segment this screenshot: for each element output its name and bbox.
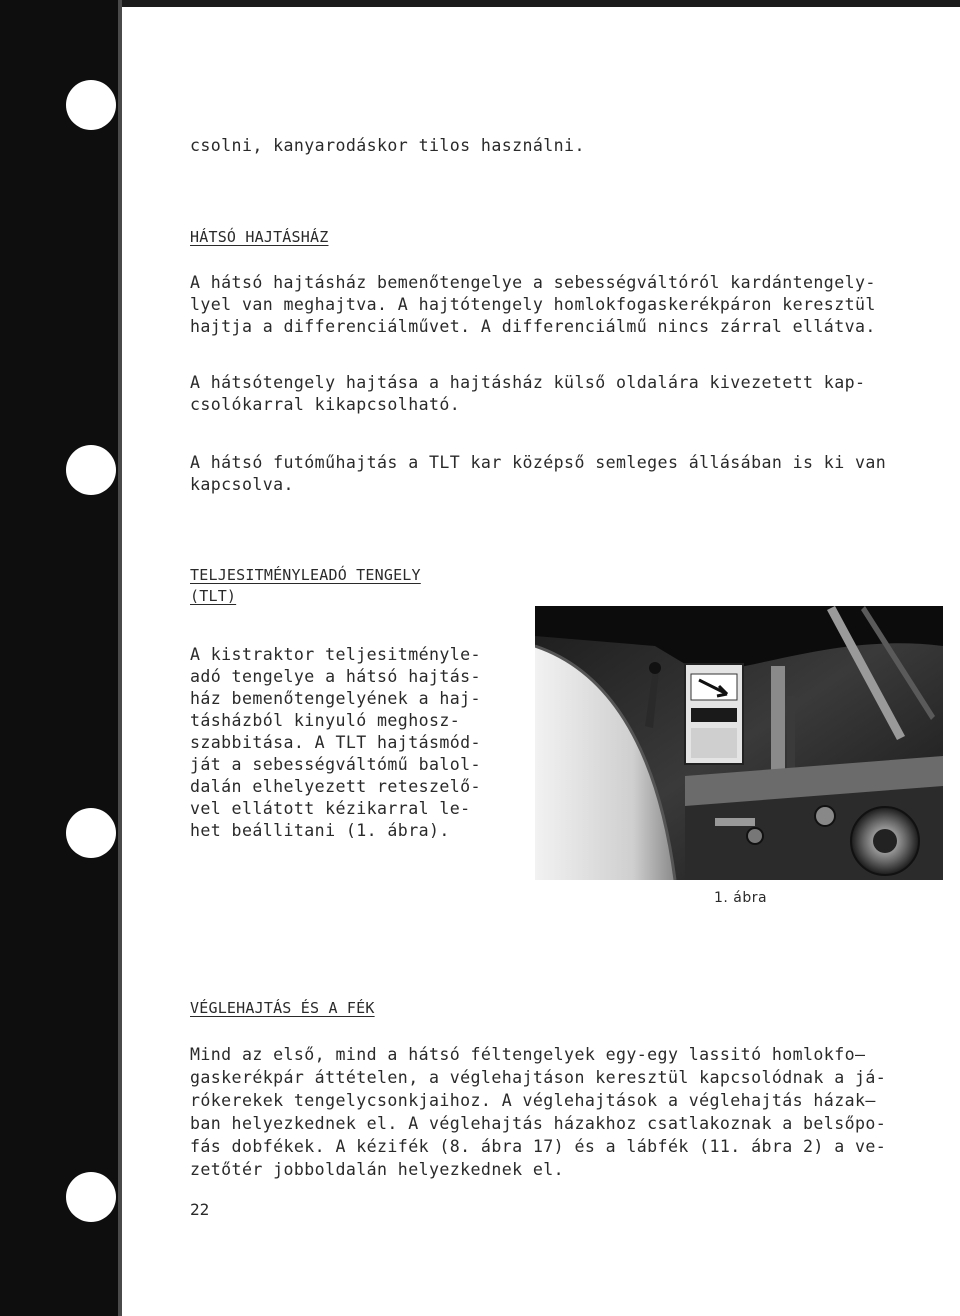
text-line: lyel van meghajtva. A hajtótengely homlokfogaskerékpáron keresztül (190, 295, 876, 314)
text-line: vel ellátott kézikarral le- (190, 799, 471, 818)
text-line: fás dobfékek. A kézifék (8. ábra 17) és a lábfék (11. ábra 2) a ve- (190, 1137, 887, 1156)
plate-lower (691, 728, 737, 758)
punch-hole (66, 1172, 116, 1222)
section-heading-pto-abbrev: (TLT) (190, 587, 237, 605)
text-line: A kistraktor teljesitménylе- (190, 645, 481, 664)
text-line: csolókarral kikapcsolható. (190, 395, 461, 414)
text-line: kapcsolva. (190, 475, 294, 494)
binding-strip (0, 0, 122, 1316)
text-line: zetőtér jobboldalán helyezkednek el. (190, 1160, 565, 1179)
text-line: A hátsó futóműhajtás a TLT kar középső semleges állásában is ki van (190, 453, 887, 472)
text-line: rókerekek tengelycsonkjaihoz. A véglehajtások a véglehajtás házak— (190, 1091, 876, 1110)
text-line: ját a sebességváltómű balol- (190, 755, 481, 774)
gear-center (873, 829, 897, 853)
text-line: het beállitani (1. ábra). (190, 821, 450, 840)
page-number: 22 (190, 1200, 210, 1219)
binding-edge (118, 0, 122, 1316)
figure-caption: 1. ábra (714, 890, 768, 906)
text-line: ban helyezkednek el. A véglehajtás házakhoz csatlakoznak a belsőpo- (190, 1114, 887, 1133)
plate-band (691, 708, 737, 722)
section-heading-pto: TELJESITMÉNYLEADÓ TENGELY (190, 566, 421, 584)
punch-hole (66, 808, 116, 858)
bolt-head (747, 828, 763, 844)
section-heading-rear-drive: HÁTSÓ HAJTÁSHÁZ (190, 228, 329, 246)
lever-knob (649, 662, 661, 674)
text-line: A hátsó hajtásház bemenőtengelye a sebességváltóról kardántengely- (190, 273, 876, 292)
text-line: szabbitása. A TLT hajtásmód- (190, 733, 481, 752)
figure-pto-lever-photo (535, 606, 943, 880)
text-line: hajtja a differenciálművet. A differenciálmű nincs zárral ellátva. (190, 317, 876, 336)
text-line: gaskerékpár áttételen, a véglehajtáson keresztül kapcsolódnak a já- (190, 1068, 887, 1087)
scan-top-edge (118, 0, 960, 7)
text-line: Mind az első, mind a hátsó féltengelyek egy-egy lassitó homlokfo— (190, 1045, 866, 1064)
text-line: dalán elhelyezett reteszelő- (190, 777, 481, 796)
bracket (715, 818, 755, 826)
text-line: ház bemenőtengelyének a haj- (190, 689, 481, 708)
punch-hole (66, 445, 116, 495)
text-line: A hátsótengely hajtása a hajtásház külső oldalára kivezetett kap- (190, 373, 866, 392)
punch-hole (66, 80, 116, 130)
section-heading-final-drive-brake: VÉGLEHAJTÁS ÉS A FÉK (190, 999, 375, 1017)
text-line: adó tengelye a hátsó hajtás- (190, 667, 481, 686)
opening-line: csolni, kanyarodáskor tilos használni. (190, 136, 585, 155)
bolt-head (815, 806, 835, 826)
text-line: tásházból kinyuló meghosz- (190, 711, 461, 730)
